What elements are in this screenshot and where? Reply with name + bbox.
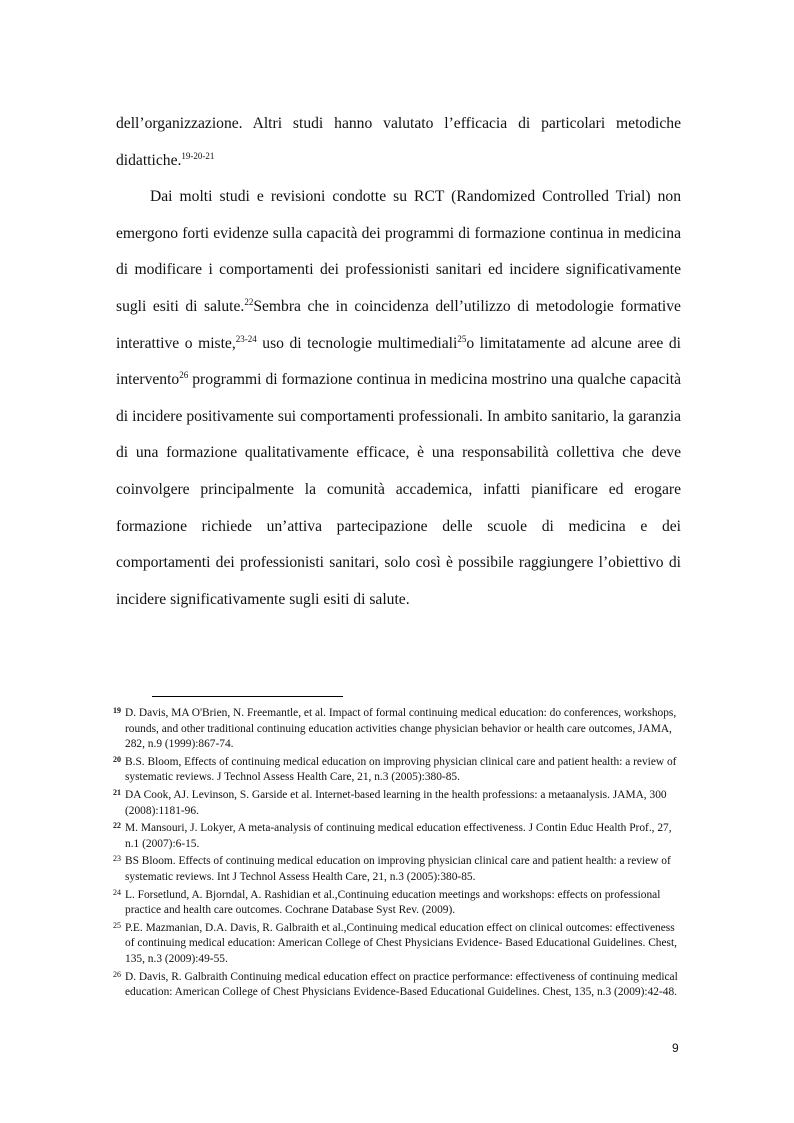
paragraph-1-text: dell’organizzazione. Altri studi hanno valutato l’efficacia di particolari metodiche didattiche. (116, 115, 681, 169)
body-text (116, 106, 681, 618)
footnote-text: B.S. Bloom, Effects of continuing medical education on improving physician clinical care and patient health: a review of systematic reviews. J Technol Assess Health Care, 21, n.3 (2005):380-85. (125, 755, 677, 784)
footnote-separator (152, 696, 343, 697)
footnote (113, 788, 685, 819)
paragraph-2-text: programmi di formazione continua in medicina mostrino una qualche capacità di incidere positivamente sui comportamenti professionali. In ambito sanitario, la garanzia di una formazione qualitativamente efficace, è una responsabilità collettiva che deve coinvolgere principalmente la comunità accademica, infatti pianificare ed erogare formazione richiede un’attiva partecipazione delle scuole di medicina e dei comportamenti dei professionisti sanitari, solo così è possibile raggiungere l’obiettivo di incidere significativamente sugli esiti di salute. (116, 371, 681, 608)
footnote (113, 706, 685, 753)
page-number: 9 (672, 1041, 679, 1055)
footnote-number: 25 (113, 920, 121, 930)
footnotes (113, 706, 685, 1003)
citation-ref: 23-24 (235, 333, 257, 344)
footnote-number: 21 (113, 787, 121, 797)
footnote-text: D. Davis, R. Galbraith Continuing medical education effect on practice performance: effectiveness of continuing medical education: American College of Chest Physicians Evidence-Based Educational Guidelines. Chest, 135, n.3 (2009):42-48. (125, 970, 678, 999)
footnote-number: 23 (113, 854, 121, 864)
footnote (113, 854, 685, 885)
footnote-text: D. Davis, MA O'Brien, N. Freemantle, et al. Impact of formal continuing medical education: do conferences, workshops, rounds, and other traditional continuing education activities change physician behavior or health care outcomes, JAMA, 282, n.9 (1999):867-74. (125, 707, 677, 751)
footnote-text: P.E. Mazmanian, D.A. Davis, R. Galbraith et al.,Continuing medical education effect on clinical outcomes: effectiveness of continuing medical education: American College of Chest Physicians Evidence- Based Educational Guidelines. Chest, 135, n.3 (2009):49-55. (125, 921, 677, 965)
citation-ref: 22 (244, 296, 254, 307)
paragraph-2-text: uso di tecnologie multimediali (256, 334, 458, 352)
footnote (113, 921, 685, 968)
footnote-text: DA Cook, AJ. Levinson, S. Garside et al. Internet-based learning in the health professions: a metaanalysis. JAMA, 300 (2008):1181-96. (125, 788, 667, 817)
footnote-number: 24 (113, 887, 121, 897)
footnote-number: 26 (113, 969, 121, 979)
footnote (113, 970, 685, 1001)
citation-ref: 26 (179, 370, 189, 381)
paragraph-2-text: o limitatamente ad alcune aree di intervento (116, 334, 681, 389)
footnote-text: M. Mansouri, J. Lokyer, A meta-analysis of continuing medical education effectiveness. J Contin Educ Health Prof., 27, n.1 (2007):6-15. (125, 822, 672, 850)
footnote-number: 19 (113, 706, 121, 715)
footnote-text: BS Bloom. Effects of continuing medical education on improving physician clinical care and patient health: a review of systematic reviews. Int J Technol Assess Health Care, 21, n.3 (2005):380-85. (125, 855, 671, 883)
footnote (113, 888, 685, 919)
paragraph-2-text: Sembra che in coincidenza dell’utilizzo di metodologie formative interattive o miste, (116, 297, 681, 352)
citation-ref: 19-20-21 (181, 150, 215, 161)
paragraph-2 (116, 179, 681, 618)
citation-ref: 25 (457, 333, 467, 344)
footnote (113, 821, 685, 852)
footnote (113, 755, 685, 786)
paragraph-2-text: Dai molti studi e revisioni condotte su RCT (Randomized Controlled Trial) non emergono forti evidenze sulla capacità dei programmi di formazione continua in medicina di modificare i comportamenti dei professionisti sanitari ed incidere significativamente sugli esiti di salute. (116, 188, 681, 315)
footnote-number: 20 (113, 754, 121, 764)
footnote-text: L. Forsetlund, A. Bjorndal, A. Rashidian et al.,Continuing education meetings and workshops: effects on professional practice and health care outcomes. Cochrane Database Syst Rev. (2009). (125, 888, 661, 917)
footnote-number: 22 (113, 821, 121, 831)
paragraph-1 (116, 106, 681, 179)
